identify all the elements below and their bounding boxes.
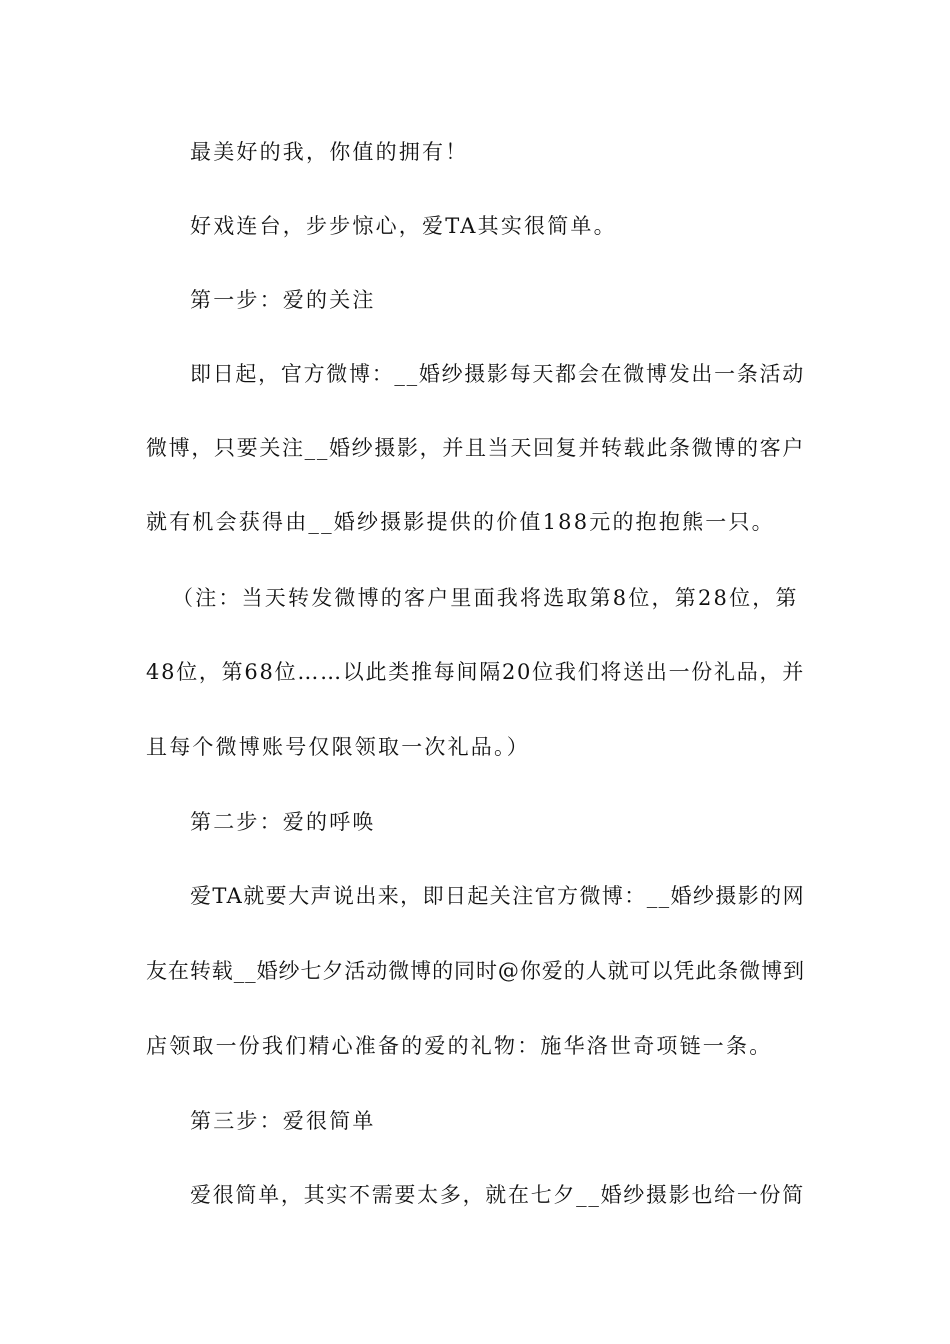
text-line: 爱TA就要大声说出来，即日起关注官方微博：__婚纱摄影的网 [190, 884, 805, 908]
text-line: 微博，只要关注__婚纱摄影，并且当天回复并转载此条微博的客户 [146, 436, 805, 460]
text-line: 最美好的我，你值的拥有！ [190, 140, 469, 164]
text-line: 即日起，官方微博：__婚纱摄影每天都会在微博发出一条活动 [190, 362, 805, 386]
note-line: 48位，第68位……以此类推每间隔20位我们将送出一份礼品，并 [146, 660, 805, 684]
text-line: 友在转载__婚纱七夕活动微博的同时@你爱的人就可以凭此条微博到 [146, 959, 805, 983]
section-heading-step-1: 第一步：爱的关注 [190, 288, 376, 312]
note-line: 且每个微博账号仅限领取一次礼品。） [146, 735, 530, 759]
text-line: 好戏连台，步步惊心，爱TA其实很简单。 [190, 214, 617, 238]
text-line: 就有机会获得由__婚纱摄影提供的价值188元的抱抱熊一只。 [146, 510, 775, 534]
section-heading-step-2: 第二步：爱的呼唤 [190, 810, 376, 834]
text-line: 爱很简单，其实不需要太多，就在七夕__婚纱摄影也给一份简 [190, 1183, 805, 1207]
note-line: （注：当天转发微博的客户里面我将选取第8位，第28位，第 [172, 586, 799, 610]
text-line: 店领取一份我们精心准备的爱的礼物：施华洛世奇项链一条。 [146, 1034, 773, 1058]
section-heading-step-3: 第三步：爱很简单 [190, 1109, 376, 1133]
